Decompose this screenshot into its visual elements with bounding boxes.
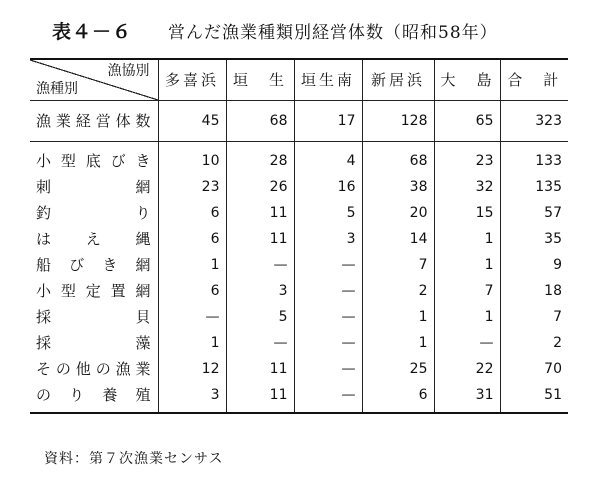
- row-label: 採藻: [36, 334, 152, 352]
- header-row: [30, 59, 568, 101]
- table-cell: 23: [434, 142, 500, 175]
- table-cell: 3: [158, 382, 226, 413]
- row-label: 船びき網: [36, 256, 152, 274]
- source-note: 資料：第７次漁業センサス: [44, 451, 224, 467]
- table-cell: 7: [434, 278, 500, 304]
- table-cell: 68: [362, 142, 434, 175]
- total-row: [30, 101, 568, 142]
- table-row: [30, 356, 568, 382]
- column-header: 垣 生: [226, 59, 294, 101]
- table-cell: 70: [500, 356, 568, 382]
- table-cell: 1: [434, 304, 500, 330]
- table-cell: —: [158, 304, 226, 330]
- table-title: 営んだ漁業種類別経営体数（昭和58年）: [168, 22, 498, 43]
- table-cell: 23: [158, 174, 226, 200]
- table-cell: 57: [500, 200, 568, 226]
- table-cell: 26: [226, 174, 294, 200]
- table-cell: 2: [362, 278, 434, 304]
- table-cell: 5: [226, 304, 294, 330]
- table-cell: 28: [226, 142, 294, 175]
- table-cell: 9: [500, 252, 568, 278]
- row-label: 漁業経営体数: [30, 101, 158, 142]
- table-cell: 65: [434, 101, 500, 142]
- table-cell: 35: [500, 226, 568, 252]
- table-row: [30, 142, 568, 175]
- table-cell: —: [294, 356, 362, 382]
- table-cell: 323: [500, 101, 568, 142]
- table-cell: 7: [362, 252, 434, 278]
- table-row: [30, 330, 568, 356]
- table-cell: 14: [362, 226, 434, 252]
- corner-header-cell: [30, 59, 158, 101]
- table-cell: 45: [158, 101, 226, 142]
- corner-header-bottom: 漁種別: [36, 81, 78, 97]
- table-row: [30, 200, 568, 226]
- table-row: [30, 278, 568, 304]
- fishery-table: [30, 58, 568, 414]
- table-cell: 32: [434, 174, 500, 200]
- row-label: 採貝: [36, 308, 152, 326]
- table-cell: 38: [362, 174, 434, 200]
- table-cell: 1: [158, 252, 226, 278]
- table-cell: 4: [294, 142, 362, 175]
- table-cell: 18: [500, 278, 568, 304]
- table-cell: —: [294, 330, 362, 356]
- table-cell: 133: [500, 142, 568, 175]
- table-cell: —: [226, 252, 294, 278]
- table-cell: 6: [158, 278, 226, 304]
- column-header: 合 計: [500, 59, 568, 101]
- table-cell: 11: [226, 200, 294, 226]
- table-cell: 10: [158, 142, 226, 175]
- table-cell: 11: [226, 356, 294, 382]
- table-cell: 12: [158, 356, 226, 382]
- corner-header-top: 漁協別: [107, 63, 150, 79]
- table-row: [30, 174, 568, 200]
- table-cell: 20: [362, 200, 434, 226]
- row-label: 小型定置網: [36, 282, 152, 300]
- table-cell: —: [226, 330, 294, 356]
- table-cell: —: [434, 330, 500, 356]
- table-cell: 135: [500, 174, 568, 200]
- table-cell: 6: [158, 200, 226, 226]
- row-label: はえ縄: [36, 230, 152, 248]
- row-label: のり養殖: [30, 382, 158, 413]
- table-cell: —: [294, 278, 362, 304]
- table-cell: 1: [362, 330, 434, 356]
- table-cell: 68: [226, 101, 294, 142]
- table-row: [30, 252, 568, 278]
- table-title-row: [52, 14, 498, 46]
- column-header: 多喜浜: [158, 59, 226, 101]
- table-cell: —: [294, 304, 362, 330]
- table-cell: 128: [362, 101, 434, 142]
- row-label: 刺網: [36, 178, 152, 196]
- table-cell: —: [294, 382, 362, 413]
- table-cell: 2: [500, 330, 568, 356]
- table-cell: 1: [434, 252, 500, 278]
- table-cell: 1: [158, 330, 226, 356]
- table-cell: 51: [500, 382, 568, 413]
- table-cell: 3: [226, 278, 294, 304]
- table-cell: 3: [294, 226, 362, 252]
- table-cell: 17: [294, 101, 362, 142]
- row-label: その他の漁業: [36, 360, 152, 378]
- table-cell: —: [294, 252, 362, 278]
- table-cell: 6: [158, 226, 226, 252]
- table-cell: 6: [362, 382, 434, 413]
- table-cell: 1: [434, 226, 500, 252]
- table-row: [30, 304, 568, 330]
- table-cell: 1: [362, 304, 434, 330]
- column-header: 大 島: [434, 59, 500, 101]
- row-label: 釣り: [36, 204, 152, 222]
- table-number: 表４－６: [52, 20, 133, 43]
- table-cell: 11: [226, 226, 294, 252]
- column-header: 新居浜: [362, 59, 434, 101]
- table-cell: 22: [434, 356, 500, 382]
- table-row: [30, 382, 568, 413]
- table-cell: 15: [434, 200, 500, 226]
- table-cell: 25: [362, 356, 434, 382]
- table-cell: 7: [500, 304, 568, 330]
- row-label: 小型底びき: [36, 152, 152, 170]
- column-header: 垣生南: [294, 59, 362, 101]
- table-row: [30, 226, 568, 252]
- table-cell: 16: [294, 174, 362, 200]
- table-cell: 31: [434, 382, 500, 413]
- table-cell: 5: [294, 200, 362, 226]
- table-cell: 11: [226, 382, 294, 413]
